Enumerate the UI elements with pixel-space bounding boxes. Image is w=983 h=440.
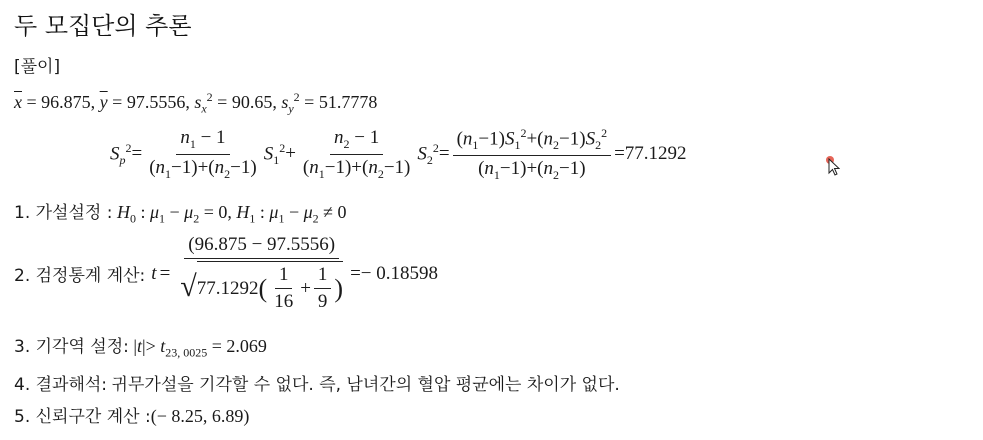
step-1-label: 1. 가설설정 : bbox=[14, 203, 113, 223]
xbar-value: 96.875 bbox=[41, 92, 91, 112]
t-result: =− 0.18598 bbox=[350, 262, 439, 284]
pooled-result: 77.1292 bbox=[624, 143, 687, 165]
sample-stats-line: $\overline{x} = 96.875$, $\overline{y} = 97.5556$, $s_x^2 = 90.65$, $s_y^2 = 51.7778$ bbox=[14, 90, 378, 116]
step-4-text: 귀무가설을 기각할 수 없다. 즉, 남녀간의 혈압 평균에는 차이가 없다. bbox=[111, 375, 620, 395]
sy2-value: 51.7778 bbox=[318, 92, 378, 112]
step-1-hypothesis: 1. 가설설정 : $H_0$ : $\mu_1 - \mu_2 = 0$, $H_1$ : $\mu_1 - \mu_2 \ne 0$ bbox=[14, 202, 347, 226]
t-pooled-value: 77.1292 bbox=[196, 277, 259, 299]
confidence-interval-value: (− 8.25, 6.89) bbox=[150, 406, 250, 426]
step-2-test-statistic: 2. 검정통계 계산: t = (96.875 − 97.5556) √ 77.1292 ( $\frac{1}{16}$ + $\frac{1}{9}$ ) =− 0.18598 bbox=[14, 234, 439, 312]
ybar-value: 97.5556 bbox=[126, 92, 186, 112]
step-2-label: 2. 검정통계 계산: bbox=[14, 266, 146, 286]
mouse-cursor-icon bbox=[826, 156, 840, 182]
pooled-variance-formula: $S_p^2$ = $\frac{n_1 - 1}{(n_1-1)+(n_2-1)}$ $S_1^2$ + $\frac{n_2 - 1}{(n_1-1)+(n_2-1)}$ $S_2^2$ = $\frac{(n_1-1)S_1^2+(n_2-1)S_2^2}{(n_1-1)+(n_2-1)}$ = 77.1292 bbox=[110, 126, 687, 182]
step-3-label: 3. 기각역 설정: bbox=[14, 337, 129, 357]
sx2-value: 90.65 bbox=[231, 92, 273, 112]
step-4-label: 4. 결과해석: bbox=[14, 375, 108, 395]
t-numerator: (96.875 − 97.5556) bbox=[184, 234, 339, 259]
t-subscript: 23, 0025 bbox=[165, 345, 208, 360]
step-4-conclusion bbox=[14, 370, 620, 395]
critical-value: = 2.069 bbox=[211, 336, 267, 356]
step-3-critical-region: 3. 기각역 설정: $|t|> t_{23, 0025} = 2.069$ bbox=[14, 336, 267, 360]
step-5-confidence-interval bbox=[14, 402, 249, 427]
step-5-label: 5. 신뢰구간 계산 : bbox=[14, 407, 151, 427]
page-title: 두 모집단의 추론 bbox=[14, 12, 192, 40]
solution-label: [풀이] bbox=[14, 57, 61, 77]
